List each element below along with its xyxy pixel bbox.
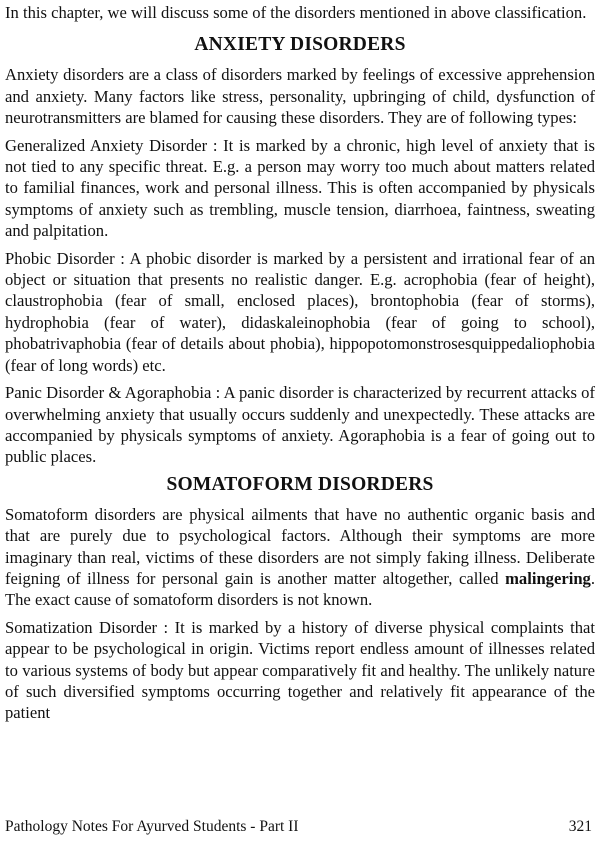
somatization-disorder-paragraph: Somatization Disorder : It is marked by a history of diverse physical complaints that appear to be psychological in origin. Victims report endless amount of illnesses related to various systems of body but appear comparatively fit and healthy. The unlikely nature of such diversified symptoms occurring together and relatively fit appearance of the patient [5,617,595,723]
footer-page-number: 321 [568,818,592,835]
somatoform-text-1: Somatoform disorders are physical ailments that have no authentic organic basis and that are purely due to psychological factors. Although their symptoms are more imaginary than real, victims of these disorders are not simply faking illness. Deliberate feigning of illness for personal gain is another matter altogether, called [5,504,595,588]
malingering-term: malingering [505,568,591,588]
phobic-disorder-paragraph: Phobic Disorder : A phobic disorder is marked by a persistent and irrational fear of an object or situation that presents no realistic danger. E.g. acrophobia (fear of height), claustrophobia (fear of small, enclosed places), brontophobia (fear of storms), hydrophobia (fear of water), didaskaleinophobia (fear of going to school), phobatrivaphobia (fear of details about phobia), hippopotomonstrosesquippedaliophobia (fear of long words) etc. [5,248,595,375]
intro-paragraph: In this chapter, we will discuss some of the disorders mentioned in above classification. [5,3,587,22]
footer-book-title: Pathology Notes For Ayurved Students - Part II [5,818,299,835]
page-body [5,0,595,724]
page-footer [5,818,592,836]
somatoform-text-2: . The exact cause of somatoform disorders is not known. [5,568,595,610]
anxiety-intro-paragraph: Anxiety disorders are a class of disorders marked by feelings of excessive apprehension and anxiety. Many factors like stress, personality, upbringing of child, dysfunction of neurotransmitters are blamed for causing these disorders. They are of following types: [5,65,595,128]
somatoform-disorders-heading: SOMATOFORM DISORDERS [166,473,434,495]
generalized-anxiety-paragraph: Generalized Anxiety Disorder : It is marked by a chronic, high level of anxiety that is not tied to any specific threat. E.g. a person may worry too much about matters related to familial finances, work and personal illness. This is often accompanied by physicals symptoms of anxiety such as trembling, muscle tension, diarrhoea, faintness, sweating and palpitation. [5,135,595,241]
panic-disorder-paragraph: Panic Disorder & Agoraphobia : A panic disorder is characterized by recurrent attacks of overwhelming anxiety that usually occurs suddenly and unexpectedly. These attacks are accompanied by physicals symptoms of anxiety. Agoraphobia is a fear of going out to public places. [5,383,595,467]
somatoform-intro-paragraph [5,504,595,611]
anxiety-disorders-heading: ANXIETY DISORDERS [194,34,406,56]
